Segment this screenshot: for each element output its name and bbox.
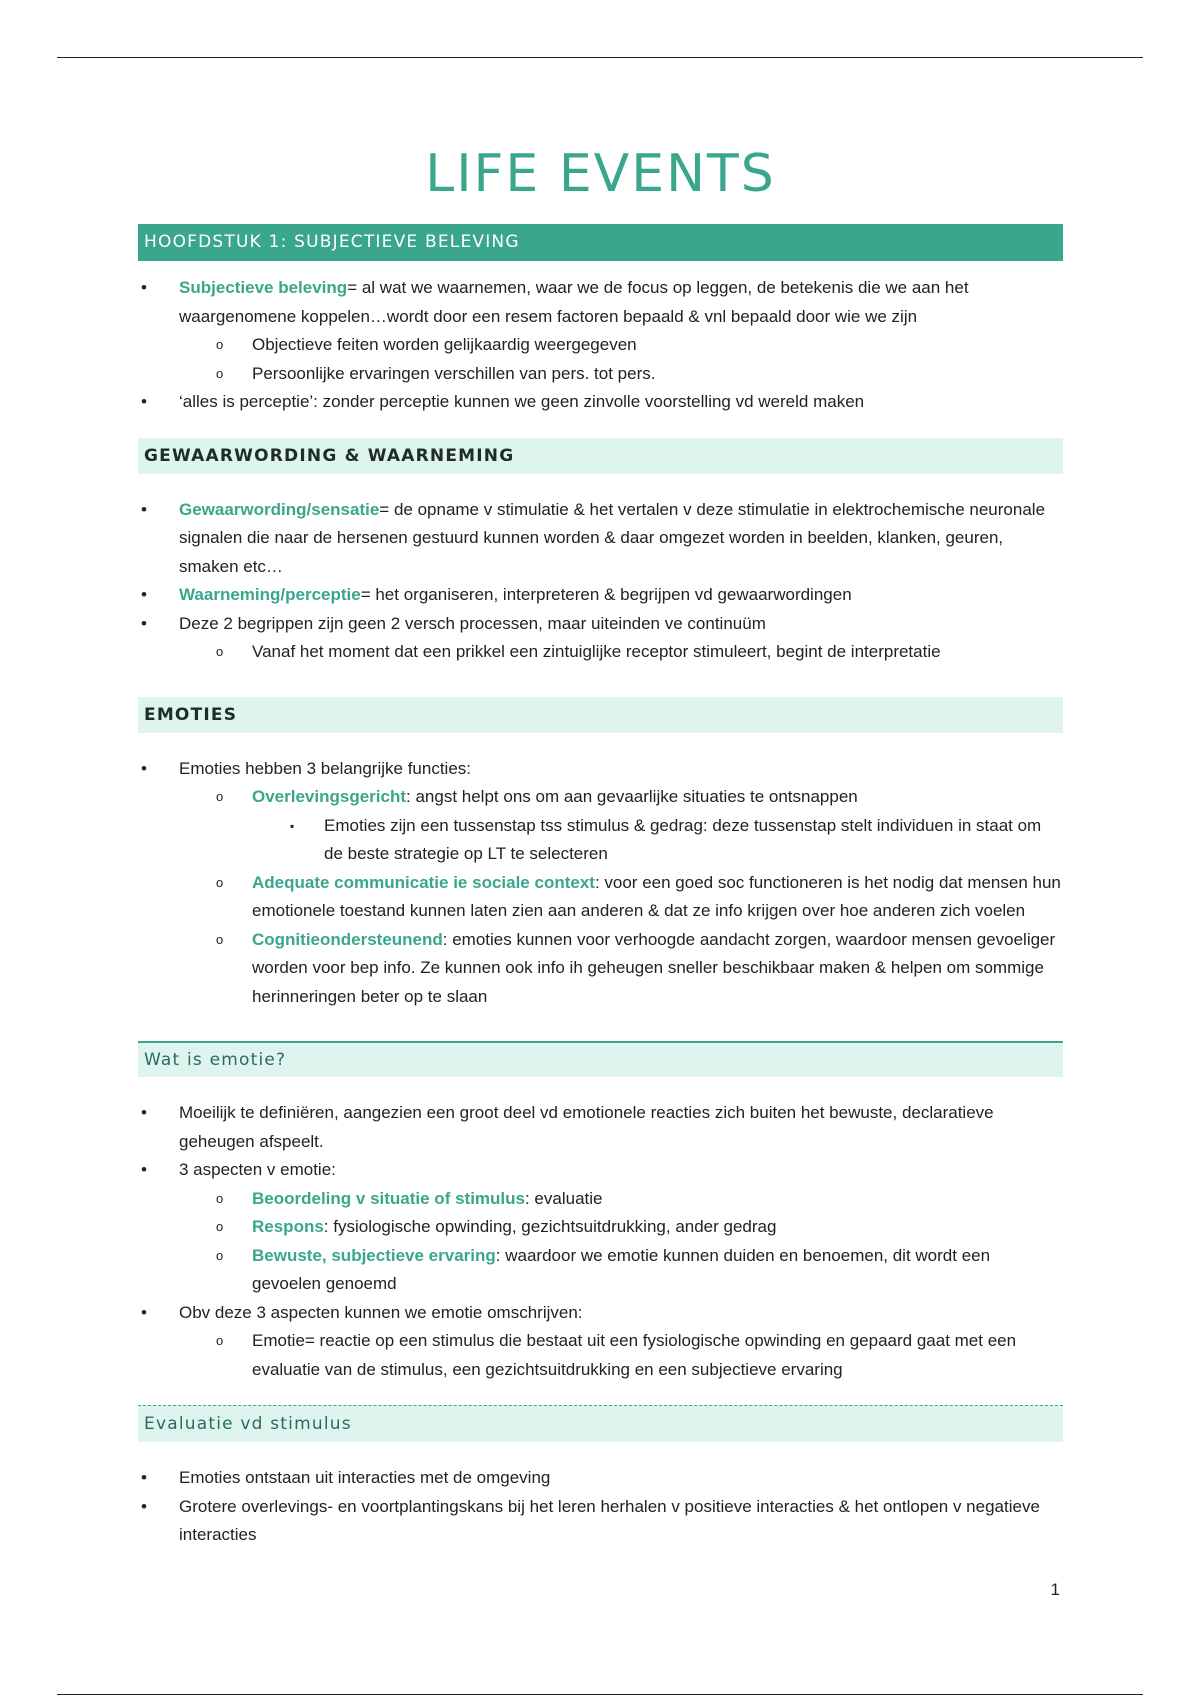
item-text: Grotere overlevings- en voortplantingskans bij het leren herhalen v positieve interacties & het ontlopen v negatieve interacties (179, 1496, 1040, 1544)
item-text: : fysiologische opwinding, gezichtsuitdrukking, ander gedrag (323, 1217, 777, 1236)
item-text: = de opname v stimulatie & het vertalen v deze stimulatie in elektrochemische neuronale signalen die naar de hersenen gestuurd kunnen worden & daar omgezet worden in beelden, klanken, geuren, smaken etc… (179, 499, 1046, 576)
list-item (138, 1493, 1063, 1550)
bullet-list (138, 1099, 1063, 1384)
list-item (138, 1099, 1063, 1156)
list-item (138, 331, 1063, 360)
item-text: : emoties kunnen voor verhoogde aandacht zorgen, waardoor mensen gevoeliger worden voor bep info. Ze kunnen ook info ih geheugen sneller beschikbaar maken & helpen om sommige herinneringen beter op te slaan (252, 929, 1056, 1006)
bullet-icon: • (141, 613, 147, 633)
document-body (138, 138, 1063, 1550)
term: Cognitieondersteunend (252, 929, 443, 949)
term: Waarneming/perceptie (179, 585, 361, 604)
page-number: 1 (1050, 1580, 1060, 1599)
bullet-icon: • (141, 1103, 147, 1122)
document-title: LIFE EVENTS (425, 144, 776, 204)
term: Beoordeling v situatie of stimulus (252, 1188, 525, 1208)
subsection-heading: Evaluatie vd stimulus (138, 1405, 1063, 1442)
list-item (138, 610, 1063, 639)
item-text: Emoties hebben 3 belangrijke functies: (179, 758, 472, 778)
section-heading: EMOTIES (138, 697, 1063, 733)
item-text: Vanaf het moment dat een prikkel een zintuiglijke receptor stimuleert, begint de interpretatie (252, 642, 941, 661)
term: Bewuste, subjectieve ervaring (252, 1245, 496, 1265)
item-text: = al wat we waarnemen, waar we de focus op leggen, de betekenis die we aan het waargenomene koppelen…wordt door een resem factoren bepaald & vnl bepaald door wie we zijn (179, 278, 969, 326)
item-text: : voor een goed soc functioneren is het nodig dat mensen hun emotionele toestand kunnen laten zien aan anderen & dat ze info krijgen over hoe anderen zich voelen (252, 872, 1061, 920)
bullet-list (138, 496, 1063, 667)
list-item (138, 1464, 1063, 1493)
list-item (138, 1299, 1063, 1328)
bullet-icon: • (141, 499, 147, 519)
bullet-list (138, 755, 1063, 1012)
circle-bullet-icon: o (216, 1247, 224, 1263)
list-item (138, 1327, 1063, 1384)
list-item (138, 755, 1063, 784)
term: Gewaarwording/sensatie (179, 499, 380, 519)
bullet-icon: • (141, 585, 147, 604)
circle-bullet-icon: o (216, 365, 224, 381)
item-text: 3 aspecten v emotie: (179, 1160, 336, 1179)
circle-bullet-icon: o (216, 874, 224, 890)
list-item (138, 1185, 1063, 1214)
bullet-icon: • (141, 278, 147, 297)
bullet-icon: • (141, 392, 147, 411)
item-text: Emoties zijn een tussenstap tss stimulus & gedrag: deze tussenstap stelt individuen in staat om de beste strategie op LT te selecteren (324, 815, 1042, 863)
item-text: Obv deze 3 aspecten kunnen we emotie omschrijven: (179, 1302, 583, 1322)
term: Adequate communicatie ie sociale context (252, 872, 595, 892)
list-item (138, 274, 1063, 331)
item-text: ‘alles is perceptie’: zonder perceptie kunnen we geen zinvolle voorstelling vd wereld maken (179, 392, 865, 411)
circle-bullet-icon: o (216, 789, 224, 804)
item-text: : evaluatie (524, 1188, 603, 1208)
section-heading: GEWAARWORDING & WAARNEMING (138, 438, 1063, 474)
item-text: Moeilijk te definiëren, aangezien een groot deel vd emotionele reacties zich buiten het bewuste, declaratieve geheugen afspeelt. (179, 1103, 994, 1151)
term: Respons (252, 1217, 324, 1236)
bullet-icon: • (141, 1496, 147, 1516)
item-text: Persoonlijke ervaringen verschillen van pers. tot pers. (252, 363, 656, 383)
item-text: Emoties ontstaan uit interacties met de omgeving (179, 1468, 551, 1487)
item-text: : angst helpt ons om aan gevaarlijke situaties te ontsnappen (406, 787, 858, 806)
circle-bullet-icon: o (216, 931, 224, 947)
list-item (138, 638, 1063, 667)
list-item (138, 783, 1063, 812)
item-text: = het organiseren, interpreteren & begrijpen vd gewaarwordingen (360, 585, 852, 604)
circle-bullet-icon: o (216, 1333, 224, 1348)
circle-bullet-icon: o (216, 1219, 224, 1234)
bullet-list (138, 1464, 1063, 1550)
bullet-icon: • (141, 758, 147, 778)
list-item (138, 926, 1063, 1012)
bullet-list (138, 274, 1063, 417)
list-item (138, 360, 1063, 389)
square-bullet-icon: ▪ (290, 818, 295, 833)
bullet-icon: • (141, 1468, 147, 1487)
circle-bullet-icon: o (216, 644, 224, 659)
term: Overlevingsgericht (252, 787, 407, 806)
subsection-heading: Wat is emotie? (138, 1041, 1063, 1077)
list-item (138, 869, 1063, 926)
list-item (138, 581, 1063, 610)
circle-bullet-icon: o (216, 1190, 224, 1206)
bullet-icon: • (141, 1160, 147, 1179)
list-item (138, 1242, 1063, 1299)
list-item (138, 812, 1063, 869)
chapter-heading: HOOFDSTUK 1: SUBJECTIEVE BELEVING (138, 224, 1063, 261)
item-text: : waardoor we emotie kunnen duiden en benoemen, dit wordt een gevoelen genoemd (252, 1245, 991, 1293)
list-item (138, 1156, 1063, 1185)
list-item (138, 388, 1063, 417)
bullet-icon: • (141, 1302, 147, 1322)
list-item (138, 496, 1063, 582)
term: Subjectieve beleving (179, 278, 348, 297)
footer-rule (57, 1694, 1143, 1695)
item-text: Objectieve feiten worden gelijkaardig weergegeven (252, 335, 637, 354)
item-text: Deze 2 begrippen zijn geen 2 versch processen, maar uiteinden ve continuüm (179, 613, 766, 633)
list-item (138, 1213, 1063, 1242)
header-rule (57, 57, 1143, 58)
item-text: Emotie= reactie op een stimulus die bestaat uit een fysiologische opwinding en gepaard gaat met een evaluatie van de stimulus, een gezichtsuitdrukking en een subjectieve ervaring (252, 1331, 1017, 1379)
circle-bullet-icon: o (216, 337, 224, 352)
